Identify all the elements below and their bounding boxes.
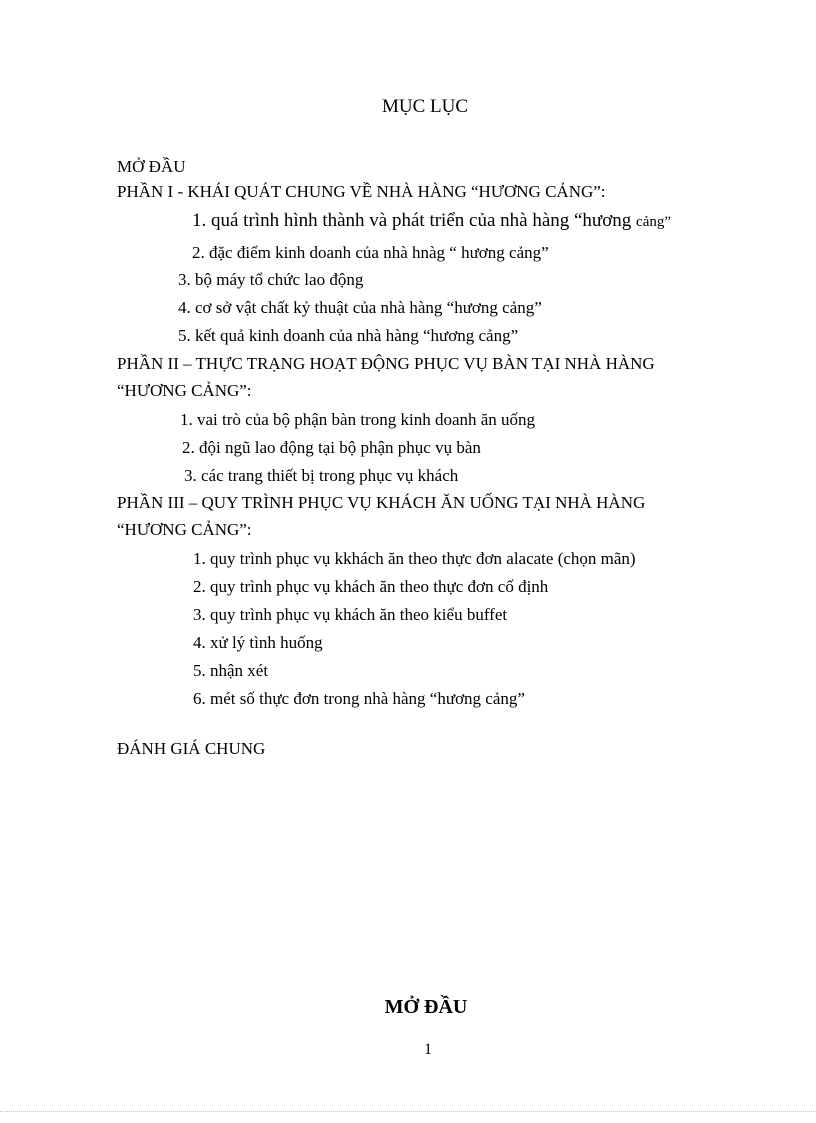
item-text: kết quả kinh doanh của nhà hàng “hương cảng” — [195, 326, 519, 345]
item-text: đội ngũ lao động tại bộ phận phục vụ bàn — [199, 438, 481, 457]
toc-part2-item-2 — [182, 438, 481, 458]
item-text: xử lý tình huống — [210, 633, 323, 652]
toc-part3-item-3 — [193, 605, 507, 625]
item-text: mét số thực đơn trong nhà hàng “hương cảng” — [210, 689, 525, 708]
toc-part3-title-line1: PHẦN III – QUY TRÌNH PHỤC VỤ KHÁCH ĂN UỐNG TẠI NHÀ HÀNG — [117, 493, 646, 512]
item-number: 2. — [193, 577, 206, 596]
item-number: 1. — [193, 549, 206, 568]
item-number: 6. — [193, 689, 206, 708]
item-text: nhận xét — [210, 661, 269, 680]
item-number: 5. — [193, 661, 206, 680]
item-text-tail: cảng” — [636, 214, 672, 230]
item-number: 4. — [193, 633, 206, 652]
item-number: 3. — [184, 466, 197, 485]
toc-part3-item-4 — [193, 633, 323, 653]
item-number: 1. — [192, 210, 207, 231]
toc-part2-item-3 — [184, 466, 458, 486]
toc-part1-item-2 — [192, 243, 549, 263]
item-text: quy trình phục vụ khách ăn theo kiểu buffet — [210, 605, 508, 624]
toc-title: MỤC LỤC — [381, 96, 469, 117]
item-number: 3. — [178, 270, 191, 289]
item-text: vai trò của bộ phận bàn trong kinh doanh ăn uống — [197, 410, 536, 429]
item-number: 4. — [178, 298, 191, 317]
item-text: cơ sở vật chất kỷ thuật của nhà hàng “hương cảng” — [195, 298, 542, 317]
toc-entry-conclusion: ĐÁNH GIÁ CHUNG — [117, 739, 266, 758]
item-number: 2. — [182, 438, 195, 457]
toc-part2-title-line1: PHẦN II – THỰC TRẠNG HOẠT ĐỘNG PHỤC VỤ BÀN TẠI NHÀ HÀNG — [117, 354, 655, 373]
item-number: 2. — [192, 243, 205, 262]
item-text: các trang thiết bị trong phục vụ khách — [201, 466, 459, 485]
toc-part1-item-3 — [178, 270, 363, 290]
page-number: 1 — [424, 1041, 432, 1058]
toc-part3-item-5 — [193, 661, 268, 681]
item-text: đặc điểm kinh doanh của nhà hnàg “ hương cảng” — [209, 243, 549, 262]
toc-part1-item-5 — [178, 326, 518, 346]
toc-part1-title: PHẦN I - KHÁI QUÁT CHUNG VỀ NHÀ HÀNG “HƯƠNG CẢNG”: — [117, 182, 606, 201]
toc-part1-item-1 — [192, 211, 671, 232]
item-text: quá trình hình thành và phát triển của nhà hàng “hương — [211, 210, 632, 231]
toc-part3-item-2 — [193, 577, 548, 597]
item-number: 1. — [180, 410, 193, 429]
toc-part1-item-4 — [178, 298, 542, 318]
item-number: 5. — [178, 326, 191, 345]
toc-part3-title-line2: “HƯƠNG CẢNG”: — [117, 520, 252, 539]
page-break-divider — [0, 1111, 816, 1112]
toc-entry-intro: MỞ ĐẦU — [117, 157, 186, 176]
item-text: quy trình phục vụ kkhách ăn theo thực đơn alacate (chọn mãn) — [210, 549, 636, 568]
toc-part3-item-1 — [193, 549, 636, 569]
section-heading: MỞ ĐẦU — [384, 996, 468, 1018]
toc-part3-item-6 — [193, 689, 525, 709]
toc-part2-item-1 — [180, 410, 535, 430]
toc-part2-title-line2: “HƯƠNG CẢNG”: — [117, 381, 252, 400]
item-text: bộ máy tổ chức lao động — [195, 270, 364, 289]
item-number: 3. — [193, 605, 206, 624]
item-text: quy trình phục vụ khách ăn theo thực đơn cố định — [210, 577, 549, 596]
